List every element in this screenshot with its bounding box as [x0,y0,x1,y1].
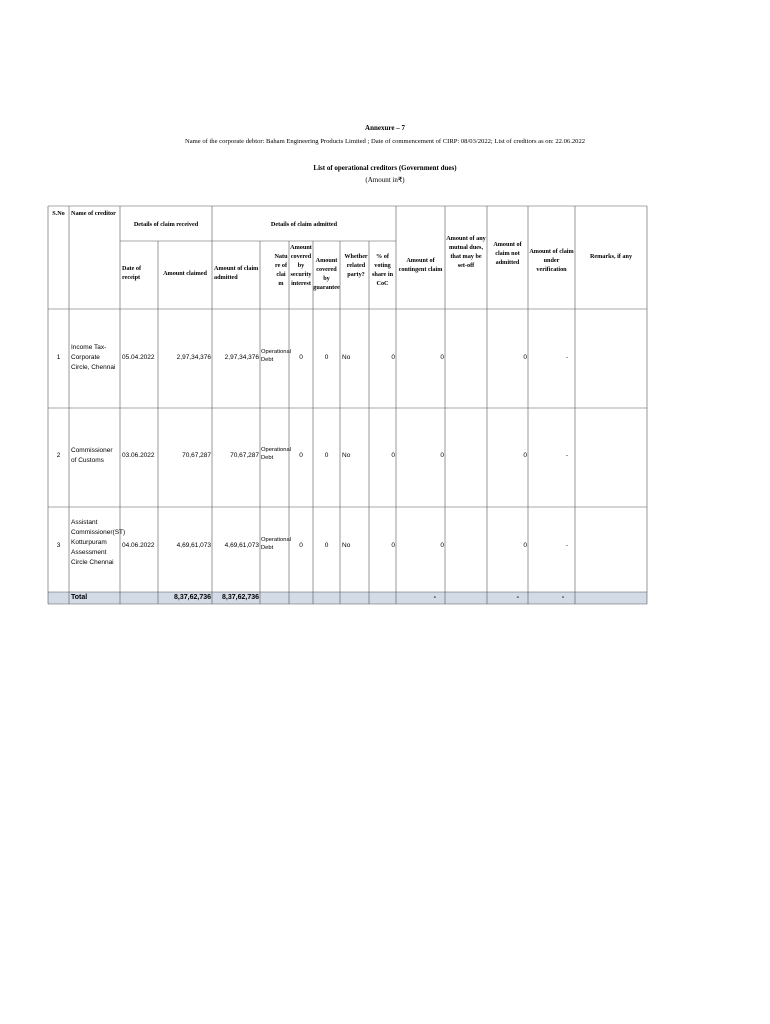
row-creditor-name: Income Tax- Corporate Circle, Chennai [71,344,116,371]
row-sno: 1 [56,354,61,361]
row-covered-security: 0 [299,542,303,549]
row-not-admitted: 0 [523,542,527,549]
col-header-date-receipt: Date of receipt [122,265,142,281]
row-amount-claimed: 70,67,287 [182,452,211,459]
group-header-received: Details of claim received [133,221,199,228]
row-covered-security: 0 [299,452,303,459]
row-covered-guarantee: 0 [324,542,329,549]
group-header-admitted: Details of claim admitted [270,221,338,228]
row-creditor-name: Commissioner of Customs [71,447,113,464]
total-amount-admitted: 8,37,62,736 [222,594,259,601]
row-date-receipt: 04.06.2022 [122,542,155,549]
col-header-amount-admitted: Amount of claim admitted [214,265,259,281]
col-header-amount-claimed: Amount claimed [163,270,207,277]
row-covered-guarantee: 0 [324,354,329,361]
row-not-admitted: 0 [523,354,527,361]
row-under-verification: - [565,542,569,549]
row-nature: Operational Debt [261,537,291,551]
total-under-verification: - [561,594,565,601]
total-amount-claimed: 8,37,62,736 [174,594,211,601]
col-header-nature: Nature of claim [274,253,288,287]
row-contingent: 0 [440,354,444,361]
row-related-party: No [342,542,351,549]
row-voting-share: 0 [391,354,395,361]
col-header-sno: S.No [52,210,65,217]
row-date-receipt: 05.04.2022 [122,354,155,361]
col-header-covered-guarantee: Amount covered by guarantee [313,257,340,291]
row-under-verification: - [565,452,569,459]
row-amount-claimed: 2,97,34,376 [176,354,211,361]
row-covered-security: 0 [299,354,303,361]
row-amount-admitted: 2,97,34,376 [224,354,259,361]
total-label: Total [71,594,88,601]
col-header-under-verification: Amount of claim under verification [529,248,574,273]
row-related-party: No [342,354,351,361]
row-voting-share: 0 [391,542,395,549]
total-not-admitted: - [516,594,519,601]
row-nature: Operational Debt [261,349,291,363]
annexure-label: Annexure – 7 [365,124,405,132]
col-header-mutual-dues: Amount of any mutual dues, that may be set-off [446,235,486,269]
total-contingent: - [433,594,436,601]
row-amount-admitted: 4,69,61,073 [224,542,259,549]
row-covered-guarantee: 0 [324,452,329,459]
row-creditor-name: Assistant Commissioner(ST) Kotturpuram Assessment Circle Chennai [71,519,126,566]
row-contingent: 0 [440,452,444,459]
col-header-not-admitted: Amount of claim not admitted [493,241,522,266]
col-header-contingent: Amount of contingent claim [398,257,443,273]
row-voting-share: 0 [391,452,395,459]
row-sno: 2 [56,452,61,459]
col-header-related-party: Whether related party? [344,253,368,278]
row-under-verification: - [565,354,569,361]
row-amount-admitted: 70,67,287 [230,452,259,459]
amount-unit: (Amount in₹) [365,176,405,184]
col-header-name: Name of creditor [71,210,116,217]
row-sno: 3 [56,542,61,549]
col-header-voting-share: % of voting share in CoC [371,253,394,287]
document-subtitle: Name of the corporate debtor: Baham Engineering Products Limited ; Date of commencement of CIRP: 08/03/2022; List of creditors as on: 22.06.2022 [184,138,586,145]
row-contingent: 0 [440,542,444,549]
row-date-receipt: 03.06.2022 [122,452,155,459]
row-nature: Operational Debt [261,447,291,461]
list-title: List of operational creditors (Government dues) [313,164,457,172]
row-not-admitted: 0 [523,452,527,459]
col-header-covered-security: Amount covered by security interest [290,244,312,287]
row-amount-claimed: 4,69,61,073 [176,542,211,549]
col-header-remarks: Remarks, if any [589,253,633,260]
row-related-party: No [342,452,351,459]
